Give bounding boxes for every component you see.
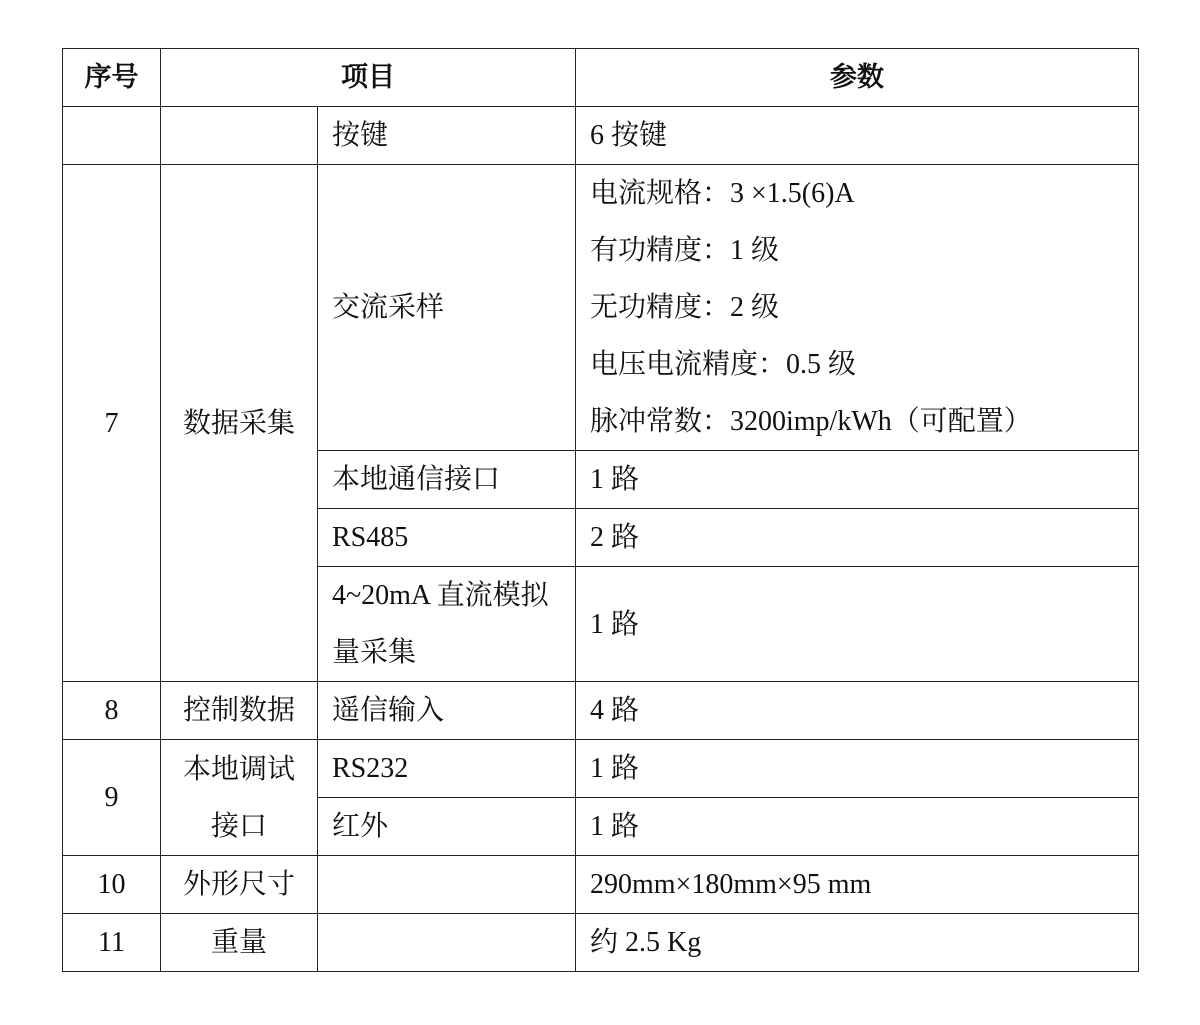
item-cell: 按键	[318, 107, 576, 165]
header-seq: 序号	[63, 49, 161, 107]
item-cell: 本地通信接口	[318, 451, 576, 509]
param-cell: 2 路	[576, 509, 1139, 567]
item-cell: RS232	[318, 740, 576, 798]
item-cell	[318, 856, 576, 914]
item-cell: RS485	[318, 509, 576, 567]
param-line-active-accuracy: 有功精度：1 级	[590, 235, 780, 266]
category-cell: 控制数据	[161, 682, 318, 740]
item-cell	[318, 914, 576, 972]
param-cell: 6 按键	[576, 107, 1139, 165]
seq-cell: 8	[63, 682, 161, 740]
seq-cell	[63, 107, 161, 165]
category-cell: 数据采集	[161, 165, 318, 682]
param-cell	[576, 165, 1139, 451]
category-cell: 外形尺寸	[161, 856, 318, 914]
param-cell: 1 路	[576, 798, 1139, 856]
table-header-row	[63, 49, 1139, 107]
param-cell: 约 2.5 Kg	[576, 914, 1139, 972]
table-row	[63, 165, 1139, 451]
table-row	[63, 914, 1139, 972]
param-cell: 1 路	[576, 567, 1139, 682]
param-line-pulse-constant: 脉冲常数：3200imp/kWh（可配置）	[590, 406, 1032, 437]
param-line-voltage-current-accuracy: 电压电流精度：0.5 级	[590, 349, 857, 380]
header-item: 项目	[161, 49, 576, 107]
param-cell: 1 路	[576, 451, 1139, 509]
item-cell: 4~20mA 直流模拟量采集	[318, 567, 576, 682]
item-cell: 交流采样	[318, 165, 576, 451]
param-line-reactive-accuracy: 无功精度：2 级	[590, 292, 780, 323]
seq-cell: 11	[63, 914, 161, 972]
category-cell	[161, 107, 318, 165]
table-row	[63, 107, 1139, 165]
header-param: 参数	[576, 49, 1139, 107]
param-cell: 290mm×180mm×95 mm	[576, 856, 1139, 914]
seq-cell: 7	[63, 165, 161, 682]
item-cell: 红外	[318, 798, 576, 856]
param-cell: 4 路	[576, 682, 1139, 740]
param-line-current-spec: 电流规格：3 ×1.5(6)A	[590, 178, 855, 209]
spec-table	[62, 48, 1139, 972]
table-row	[63, 740, 1139, 798]
table-row	[63, 856, 1139, 914]
param-cell: 1 路	[576, 740, 1139, 798]
category-cell: 本地调试接口	[161, 740, 318, 856]
seq-cell: 10	[63, 856, 161, 914]
category-cell: 重量	[161, 914, 318, 972]
item-cell: 遥信输入	[318, 682, 576, 740]
table-row	[63, 682, 1139, 740]
seq-cell: 9	[63, 740, 161, 856]
